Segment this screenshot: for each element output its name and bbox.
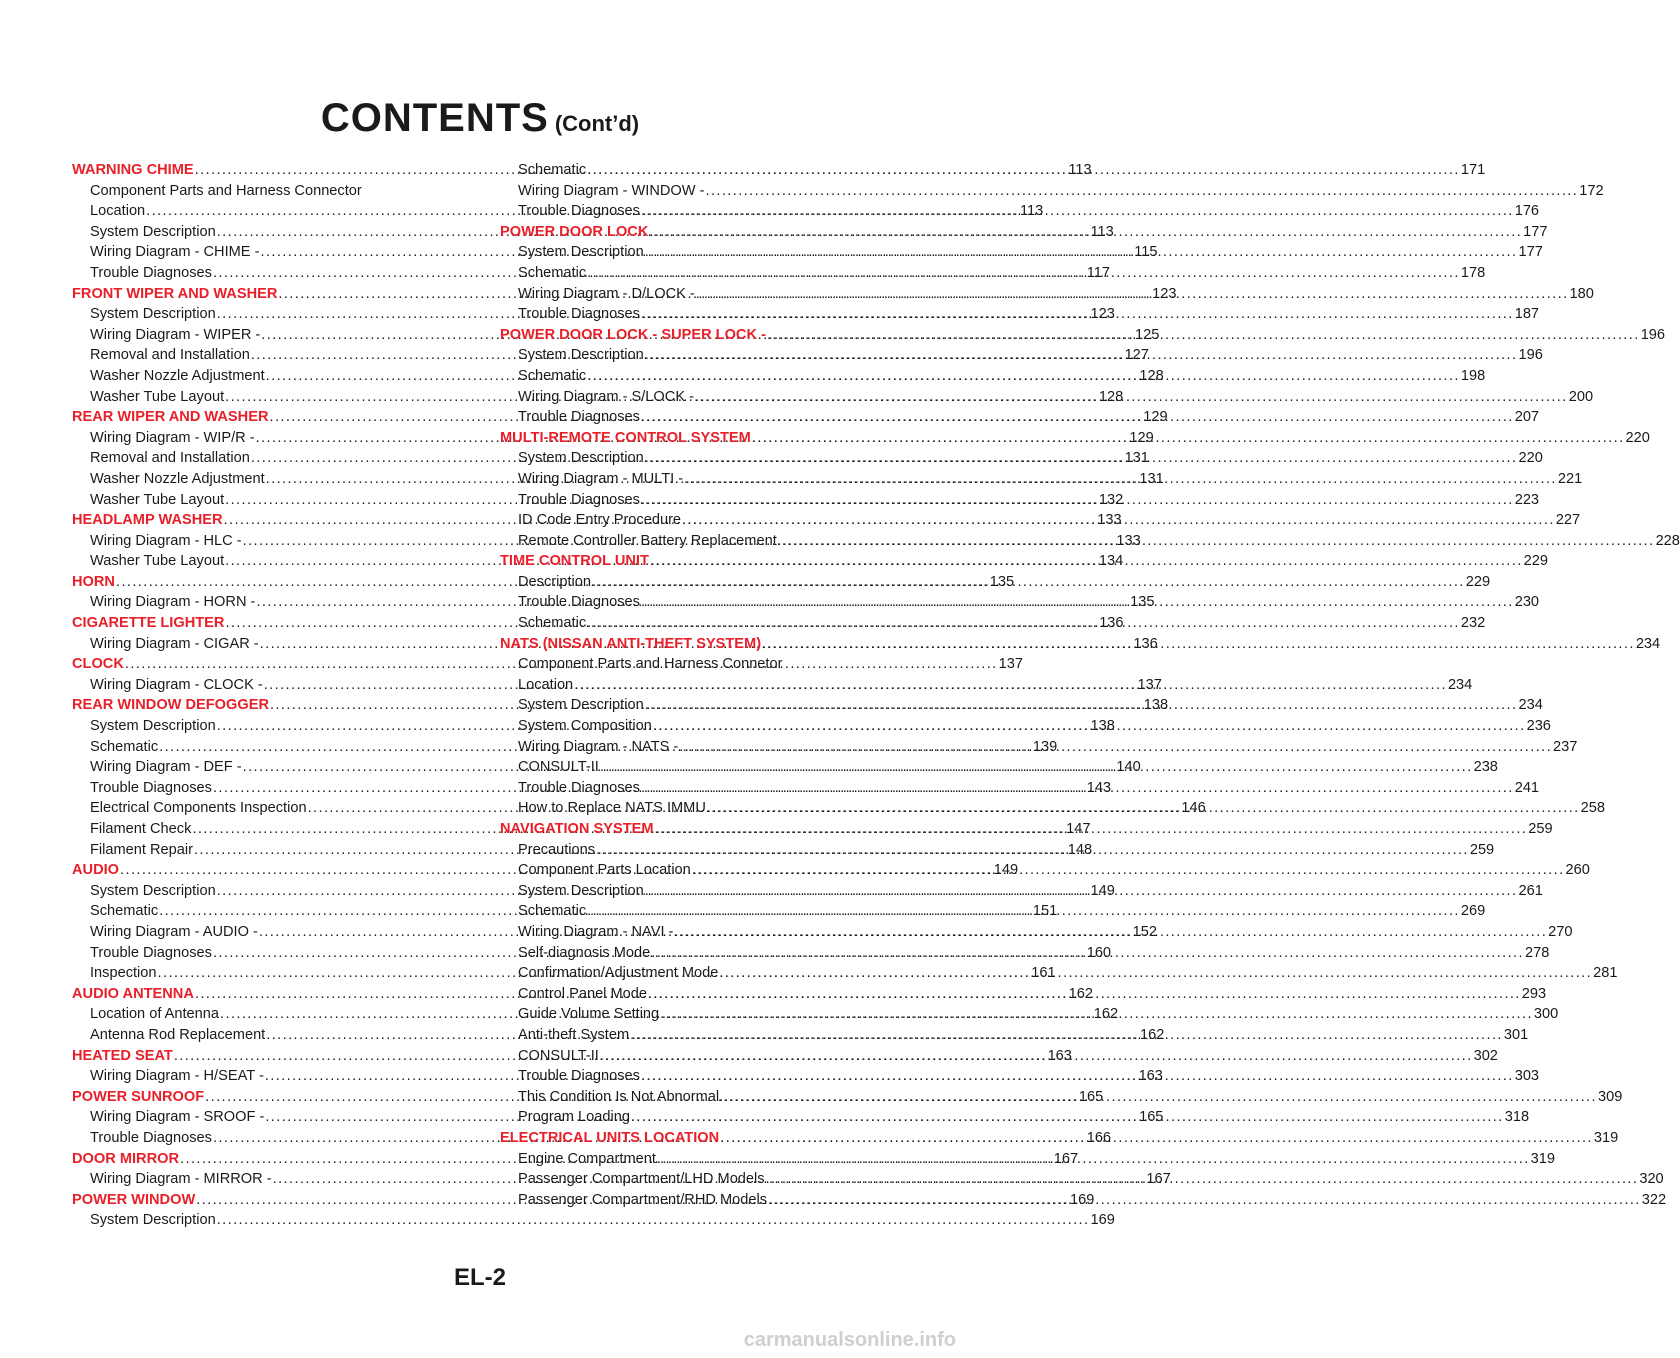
- page-reference: 228: [1655, 532, 1680, 549]
- page-reference: 136: [1133, 635, 1158, 652]
- page-reference: 163: [1138, 1068, 1163, 1085]
- entry-title: System Description: [518, 347, 644, 364]
- page-reference: 187: [1514, 306, 1540, 323]
- section-title: NATS (NISSAN ANTI-THEFT SYSTEM): [500, 635, 762, 652]
- entry-title: How to Replace NATS IMMU: [518, 800, 706, 817]
- page-reference: 180: [1569, 285, 1594, 302]
- entry-title: Antenna Rod Replacement: [90, 1026, 266, 1043]
- entry-title: Washer Tube Layout: [90, 491, 225, 508]
- dot-leader: [592, 572, 1465, 593]
- entry-title: System Description: [518, 244, 644, 261]
- watermark: carmanualsonline.info: [743, 1329, 956, 1351]
- page-reference: 148: [1067, 841, 1093, 858]
- entry-title: System Description: [518, 450, 644, 467]
- entry-title: ID Code Entry Procedure: [518, 512, 682, 529]
- entry-title: Location: [90, 203, 146, 220]
- page-reference: 320: [1639, 1171, 1664, 1188]
- dot-leader: [574, 675, 1447, 696]
- page-reference: 322: [1641, 1191, 1667, 1208]
- dot-leader: [782, 531, 1655, 552]
- section-title: CLOCK: [72, 656, 124, 673]
- page-reference: 128: [1098, 388, 1124, 405]
- page-reference: 162: [1140, 1026, 1165, 1043]
- page-reference: 236: [1526, 718, 1551, 735]
- page-reference: 140: [1116, 759, 1141, 776]
- page-reference: 128: [1139, 367, 1164, 384]
- section-title: CIGARETTE LIGHTER: [72, 615, 225, 632]
- page-reference: 135: [1130, 594, 1155, 611]
- page-reference: 160: [1086, 944, 1112, 961]
- entry-title: Trouble Diagnoses: [518, 409, 640, 426]
- entry-title: System Description: [90, 1212, 216, 1229]
- page-reference: 113: [1019, 203, 1044, 220]
- toc-entry: [500, 181, 1604, 202]
- page-reference: 129: [1129, 429, 1154, 446]
- page-reference: 163: [1047, 1047, 1072, 1064]
- dot-leader: [649, 222, 1522, 243]
- section-title: DOOR MIRROR: [72, 1150, 180, 1167]
- page-reference: 270: [1548, 923, 1573, 940]
- page-reference: 230: [1514, 594, 1540, 611]
- page-reference: 134: [1098, 553, 1124, 570]
- dot-leader: [707, 798, 1580, 819]
- entry-title: Component Parts and Harness Connetor: [518, 656, 783, 673]
- section-title: NAVIGATION SYSTEM: [500, 821, 654, 837]
- entry-title: Washer Tube Layout: [90, 388, 225, 405]
- entry-title: Self-diagnosis Mode: [518, 944, 651, 961]
- dot-leader: [684, 469, 1557, 490]
- entry-title: Trouble Diagnoses: [518, 306, 640, 323]
- entry-title: This Condition Is Not Abnormal.: [518, 1088, 724, 1105]
- dot-leader: [720, 1128, 1593, 1149]
- entry-title: Washer Nozzle Adjustment: [90, 470, 265, 487]
- dot-leader: [768, 1190, 1641, 1211]
- entry-title: Washer Nozzle Adjustment: [90, 367, 265, 384]
- entry-title: Wiring Diagram - AUDIO -: [90, 923, 258, 940]
- entry-title: Wiring Diagram - SROOF -: [90, 1109, 265, 1126]
- page-reference: 169: [1069, 1191, 1095, 1208]
- entry-title: Inspection: [90, 965, 157, 982]
- page-reference: 177: [1518, 244, 1543, 261]
- entry-title: Description: [518, 573, 591, 590]
- page-reference: 162: [1068, 985, 1093, 1002]
- toc-entry: [72, 778, 1112, 799]
- page-reference: 207: [1514, 409, 1540, 426]
- page-reference: 131: [1124, 450, 1149, 467]
- entry-title: Schematic: [518, 367, 587, 384]
- dot-leader: [631, 1107, 1504, 1128]
- page-reference: 113: [1090, 223, 1114, 240]
- dot-leader: [645, 242, 1518, 263]
- dot-leader: [679, 737, 1552, 758]
- entry-title: Trouble Diagnoses: [518, 1068, 640, 1085]
- page-reference: 131: [1139, 470, 1164, 487]
- toc-entry: [500, 654, 890, 675]
- page-reference: 123: [1090, 306, 1115, 323]
- page-reference: 221: [1557, 470, 1583, 487]
- entry-title: Trouble Diagnoses: [518, 491, 640, 508]
- dot-leader: [653, 716, 1526, 737]
- dot-leader: [587, 160, 1460, 181]
- page-reference: 136: [1099, 615, 1124, 632]
- dot-leader: [645, 448, 1518, 469]
- page-reference: 196: [1640, 326, 1666, 343]
- dot-leader: [641, 592, 1514, 613]
- section-title: HEATED SEAT: [72, 1047, 173, 1064]
- contents-subheading: (Cont’d): [554, 111, 640, 136]
- page-reference: 269: [1460, 903, 1486, 920]
- dot-leader: [692, 860, 1565, 881]
- entry-title: Wiring Diagram - MIRROR -: [90, 1171, 272, 1188]
- page-reference: 166: [1086, 1129, 1112, 1146]
- dot-leader: [650, 551, 1523, 572]
- entry-title: System Description: [90, 223, 216, 240]
- section-title: POWER DOOR LOCK: [500, 223, 649, 240]
- dot-leader: [705, 181, 1578, 202]
- page-reference: 293: [1521, 985, 1547, 1002]
- dot-leader: [648, 984, 1521, 1005]
- entry-title: Wiring Diagram - CLOCK -: [90, 676, 263, 693]
- dot-leader: [600, 1046, 1473, 1067]
- dot-leader: [695, 387, 1568, 408]
- entry-title: Component Parts Location: [518, 862, 691, 879]
- section-title: AUDIO: [72, 862, 120, 879]
- entry-title: Wiring Diagram - HLC -: [90, 532, 242, 549]
- page-reference: 165: [1139, 1109, 1164, 1126]
- page-reference: 139: [1032, 738, 1058, 755]
- entry-title: Trouble Diagnoses: [518, 594, 640, 611]
- dot-leader: [641, 304, 1514, 325]
- page-reference: 241: [1514, 779, 1540, 796]
- page-reference: 319: [1530, 1150, 1556, 1167]
- page-reference: 259: [1469, 841, 1495, 858]
- dot-leader: [641, 490, 1514, 511]
- page-reference: 278: [1524, 944, 1550, 961]
- page-reference: 143: [1086, 779, 1112, 796]
- page-reference: 165: [1078, 1088, 1104, 1105]
- entry-title: Wiring Diagram - MULTI -: [518, 470, 684, 487]
- page-reference: 237: [1553, 738, 1578, 755]
- page-reference: 309: [1597, 1088, 1623, 1105]
- page-reference: 220: [1518, 450, 1543, 467]
- page-reference: 146: [1181, 800, 1206, 817]
- toc-entry: [72, 901, 1058, 922]
- entry-title: Confirmation/Adjustment Mode: [518, 965, 719, 982]
- entry-title: Trouble Diagnoses: [90, 1129, 212, 1146]
- section-title: REAR WIPER AND WASHER: [72, 409, 269, 426]
- dot-leader: [641, 778, 1514, 799]
- page-reference: 227: [1555, 512, 1581, 529]
- page-reference: 123: [1152, 285, 1177, 302]
- toc-entry: [72, 1210, 1115, 1231]
- page-reference: 149: [993, 862, 1019, 879]
- dot-leader: [630, 1025, 1503, 1046]
- page-number: EL-2: [453, 1264, 506, 1291]
- entry-title: Wiring Diagram - WIP/R -: [90, 429, 255, 446]
- page-reference: 300: [1533, 1006, 1559, 1023]
- entry-title: Location: [518, 676, 574, 693]
- entry-title: Wiring Diagram - S/LOCK -: [518, 388, 694, 405]
- entry-title: Precautions: [518, 841, 596, 858]
- page-reference: 138: [1143, 697, 1169, 714]
- dot-leader: [587, 613, 1460, 634]
- page-reference: 161: [1031, 965, 1056, 982]
- page-reference: 196: [1518, 347, 1543, 364]
- dot-leader: [641, 1066, 1514, 1087]
- section-title: POWER WINDOW: [72, 1191, 196, 1208]
- entry-title: CONSULT-II: [518, 1047, 599, 1064]
- page-reference: 151: [1032, 903, 1058, 920]
- dot-leader: [655, 819, 1528, 840]
- page-reference: 137: [1137, 676, 1162, 693]
- toc-entry: [72, 181, 462, 202]
- page-reference: 147: [1066, 821, 1091, 837]
- entry-title: System Description: [90, 718, 216, 735]
- page-reference: 234: [1447, 676, 1473, 693]
- page-reference: 152: [1132, 923, 1157, 940]
- entry-title: Passenger Compartment/LHD Models: [518, 1171, 765, 1188]
- page-reference: 318: [1504, 1109, 1530, 1126]
- entry-title: Wiring Diagram - HORN -: [90, 594, 256, 611]
- page-reference: 200: [1568, 388, 1594, 405]
- page-reference: 171: [1460, 162, 1486, 178]
- page-reference: 113: [1068, 162, 1092, 178]
- entry-title: Trouble Diagnoses: [518, 203, 640, 220]
- entry-title: Component Parts and Harness Connector: [90, 182, 362, 199]
- entry-title: System Description: [518, 697, 644, 714]
- page-reference: 302: [1473, 1047, 1498, 1064]
- section-title: AUDIO ANTENNA: [72, 985, 194, 1002]
- entry-title: Wiring Diagram - H/SEAT -: [90, 1068, 264, 1085]
- page-reference: 138: [1090, 718, 1115, 735]
- entry-title: Schematic: [518, 264, 587, 281]
- dot-leader: [719, 963, 1592, 984]
- section-title: HEADLAMP WASHER: [72, 512, 223, 529]
- entry-title: Program Loading: [518, 1109, 630, 1126]
- page-reference: 198: [1460, 367, 1486, 384]
- page-reference: 115: [1134, 244, 1158, 261]
- page-reference: 167: [1146, 1171, 1171, 1188]
- entry-title: Wiring Diagram - D/LOCK -: [518, 285, 695, 302]
- section-title: REAR WINDOW DEFOGGER: [72, 697, 270, 714]
- dot-leader: [682, 510, 1555, 531]
- dot-leader: [651, 943, 1524, 964]
- dot-leader: [766, 1169, 1639, 1190]
- section-title: POWER SUNROOF: [72, 1088, 205, 1105]
- page-reference: 260: [1565, 862, 1590, 879]
- page-reference: 261: [1518, 882, 1543, 899]
- entry-title: Schematic: [518, 903, 587, 920]
- dot-leader: [645, 695, 1518, 716]
- page-reference: 238: [1473, 759, 1498, 776]
- page-reference: 129: [1143, 409, 1168, 426]
- page-reference: 281: [1593, 965, 1618, 982]
- section-title: ELECTRICAL UNITS LOCATION: [500, 1129, 720, 1146]
- dot-leader: [587, 901, 1460, 922]
- page-reference: 149: [1090, 882, 1115, 899]
- entry-title: Wiring Diagram - NAVI -: [518, 923, 674, 940]
- page-reference: 229: [1465, 573, 1491, 590]
- dot-leader: [596, 840, 1469, 861]
- dot-leader: [762, 634, 1635, 655]
- entry-title: Wiring Diagram - CHIME -: [90, 244, 260, 261]
- section-title: FRONT WIPER AND WASHER: [72, 285, 278, 302]
- page-reference: 167: [1053, 1150, 1079, 1167]
- page-reference: 229: [1523, 553, 1549, 570]
- dot-leader: [645, 345, 1518, 366]
- entry-title: Electrical Components Inspection: [90, 800, 307, 817]
- section-title: POWER DOOR LOCK - SUPER LOCK -: [500, 326, 766, 343]
- page-reference: 135: [989, 573, 1015, 590]
- toc-entry: [72, 881, 1115, 902]
- dot-leader: [767, 325, 1640, 346]
- entry-title: Remote Controller Battery Replacement.: [518, 532, 781, 549]
- page-reference: 137: [998, 656, 1023, 673]
- dot-leader: [696, 284, 1569, 305]
- page-reference: 234: [1518, 697, 1543, 714]
- entry-title: Passenger Compartment/RHD Models: [518, 1191, 767, 1208]
- entry-title: Engine Compartment: [518, 1150, 656, 1167]
- dot-leader: [724, 1087, 1597, 1108]
- dot-leader: [587, 263, 1460, 284]
- page-reference: 301: [1503, 1026, 1529, 1043]
- entry-title: Anti-theft System: [518, 1026, 630, 1043]
- dot-leader: [587, 366, 1460, 387]
- dot-leader: [752, 428, 1625, 449]
- page-reference: 117: [1086, 264, 1110, 281]
- entry-title: Schematic: [518, 615, 587, 632]
- page-reference: 133: [1116, 532, 1141, 549]
- dot-leader: [660, 1004, 1533, 1025]
- entry-title: Removal and Installation: [90, 450, 250, 467]
- page-reference: 258: [1580, 800, 1605, 817]
- entry-title: Schematic: [518, 162, 587, 178]
- page-reference: 223: [1514, 491, 1540, 508]
- entry-title: Wiring Diagram - CIGAR -: [90, 635, 259, 652]
- page-reference: 172: [1579, 182, 1604, 199]
- entry-title: System Description: [518, 882, 644, 899]
- entry-title: Trouble Diagnoses: [90, 264, 212, 281]
- entry-title: Wiring Diagram - WIPER -: [90, 326, 261, 343]
- entry-title: System Description: [90, 882, 216, 899]
- dot-leader: [600, 757, 1473, 778]
- entry-title: Control Panel Mode: [518, 985, 647, 1002]
- entry-title: Washer Tube Layout: [90, 553, 225, 570]
- page-reference: 319: [1593, 1129, 1619, 1146]
- page-reference: 220: [1625, 429, 1650, 446]
- page-reference: 303: [1514, 1068, 1540, 1085]
- section-title: HORN: [72, 573, 115, 590]
- entry-title: Trouble Diagnoses: [518, 779, 640, 796]
- entry-title: CONSULT-II: [518, 759, 599, 776]
- page-reference: 234: [1635, 635, 1661, 652]
- section-title: MULTI-REMOTE CONTROL SYSTEM: [500, 429, 751, 446]
- dot-leader: [645, 881, 1518, 902]
- entry-title: Wiring Diagram - DEF -: [90, 759, 242, 776]
- entry-title: System Description: [90, 306, 216, 323]
- dot-leader: [657, 1149, 1530, 1170]
- section-title: WARNING CHIME: [72, 162, 194, 178]
- entry-title: Trouble Diagnoses: [90, 779, 212, 796]
- entry-title: Wiring Diagram - NATS -: [518, 738, 679, 755]
- page-reference: 125: [1135, 326, 1160, 343]
- page-reference: 162: [1093, 1006, 1119, 1023]
- page-reference: 232: [1460, 615, 1486, 632]
- contents-heading: CONTENTS: [320, 96, 549, 140]
- entry-title: Schematic: [90, 903, 159, 920]
- entry-title: System Composition: [518, 718, 652, 735]
- entry-title: Wiring Diagram - WINDOW -: [518, 182, 705, 199]
- page-reference: 259: [1528, 821, 1553, 837]
- page-reference: 127: [1124, 347, 1149, 364]
- entry-title: Guide Volume Setting: [518, 1006, 660, 1023]
- entry-title: Trouble Diagnoses: [90, 944, 212, 961]
- page-reference: 177: [1523, 223, 1548, 240]
- page-reference: 178: [1460, 264, 1486, 281]
- page-reference: 132: [1098, 491, 1124, 508]
- section-title: TIME CONTROL UNIT: [500, 553, 649, 570]
- entry-title: Removal and Installation: [90, 347, 250, 364]
- dot-leader: [641, 201, 1514, 222]
- page-title: [0, 96, 960, 141]
- entry-title: Location of Antenna: [90, 1006, 220, 1023]
- dot-leader: [674, 922, 1547, 943]
- entry-title: Schematic: [90, 738, 159, 755]
- entry-title: Filament Check: [90, 821, 192, 837]
- dot-leader: [217, 1210, 1090, 1231]
- page-reference: 169: [1090, 1212, 1115, 1229]
- page-reference: 133: [1097, 512, 1122, 529]
- page-reference: 176: [1514, 203, 1540, 220]
- entry-title: Filament Repair: [90, 841, 194, 858]
- dot-leader: [641, 407, 1514, 428]
